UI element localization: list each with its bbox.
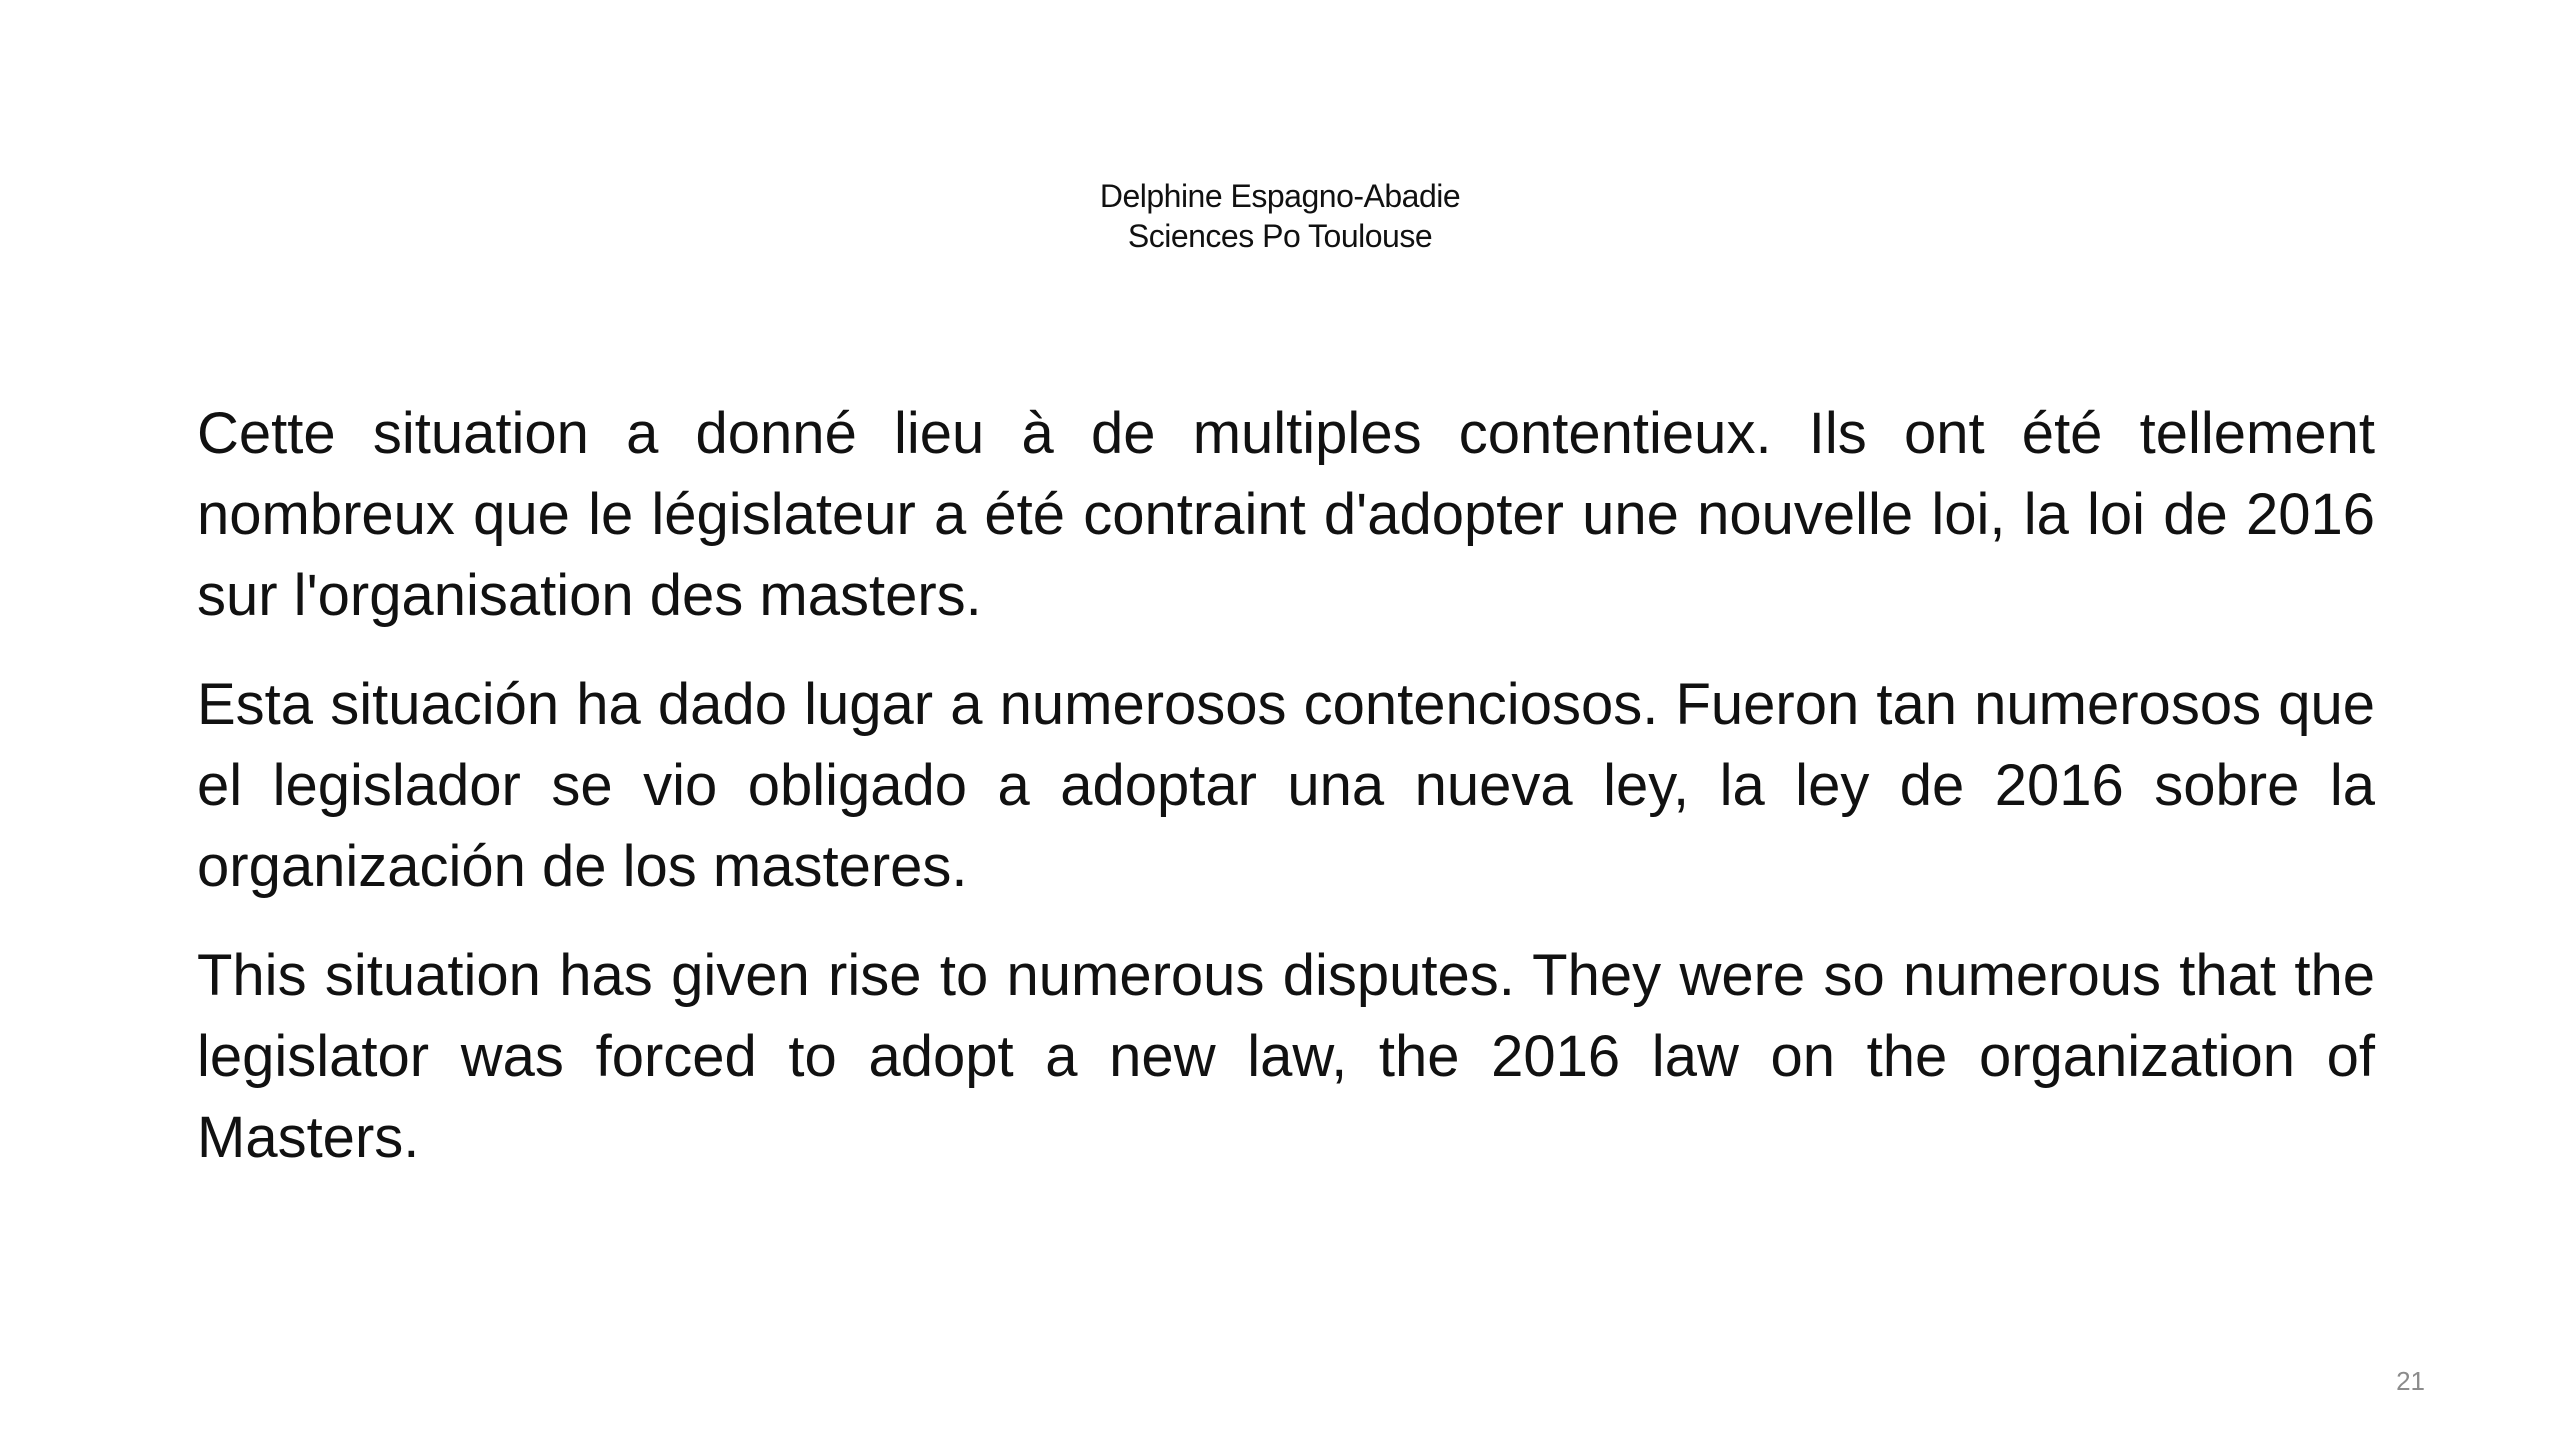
slide-body xyxy=(197,393,2375,1206)
paragraph-english: This situation has given rise to numerous disputes. They were so numerous that the legislator was forced to adopt a new law, the 2016 law on the organization of Masters. xyxy=(197,943,2375,1170)
page-number: 21 xyxy=(2396,1366,2425,1396)
paragraph-french: Cette situation a donné lieu à de multiples contentieux. Ils ont été tellement nombreux que le législateur a été contraint d'adopter une nouvelle loi, la loi de 2016 sur l'organisation des masters. xyxy=(197,401,2375,628)
author-name: Delphine Espagno-Abadie xyxy=(1099,178,1461,214)
paragraph-spanish: Esta situación ha dado lugar a numerosos contenciosos. Fueron tan numerosos que el legislador se vio obligado a adoptar una nueva ley, la ley de 2016 sobre la organización de los masteres. xyxy=(197,672,2375,899)
slide-header xyxy=(0,176,2560,256)
institution-name: Sciences Po Toulouse xyxy=(1127,218,1433,254)
